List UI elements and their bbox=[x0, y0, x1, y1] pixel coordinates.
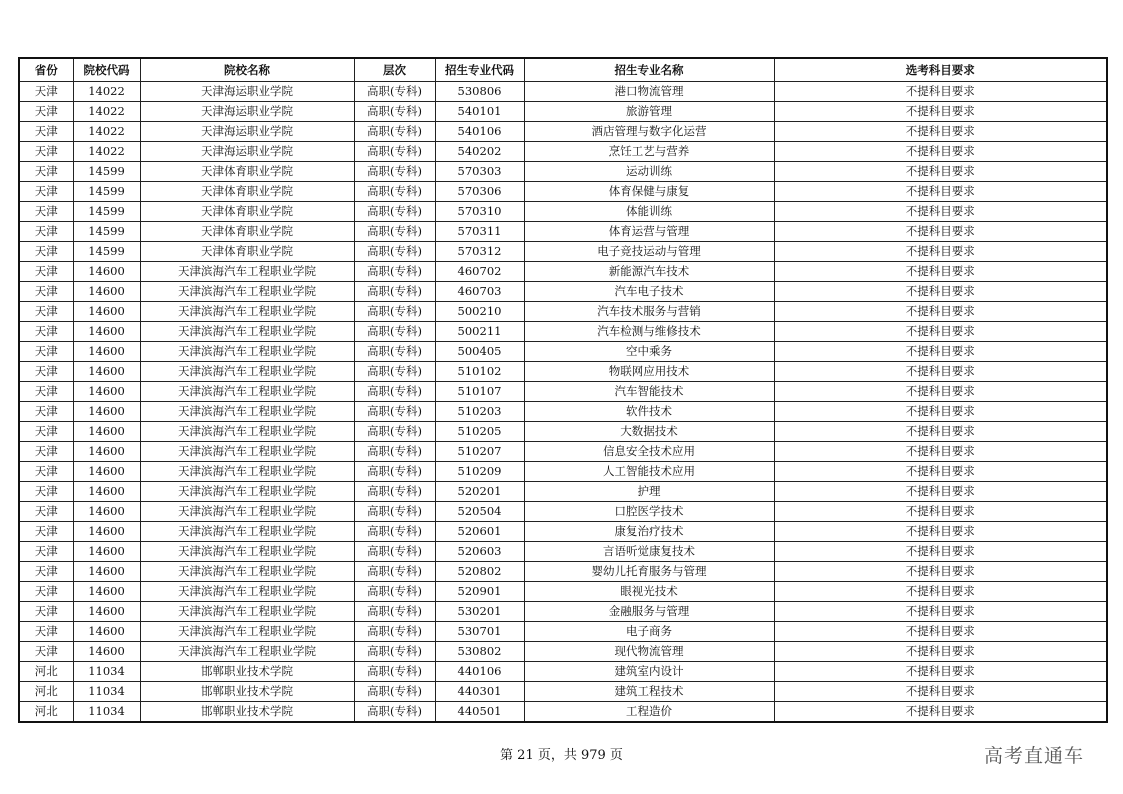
cell-province: 天津 bbox=[19, 402, 73, 422]
cell-province: 天津 bbox=[19, 622, 73, 642]
cell-school-code: 14600 bbox=[73, 582, 140, 602]
table-row bbox=[19, 602, 1107, 622]
cell-level: 高职(专科) bbox=[354, 682, 435, 702]
cell-province: 天津 bbox=[19, 242, 73, 262]
cell-level: 高职(专科) bbox=[354, 502, 435, 522]
cell-level: 高职(专科) bbox=[354, 142, 435, 162]
cell-province: 天津 bbox=[19, 182, 73, 202]
cell-major-name: 汽车电子技术 bbox=[524, 282, 774, 302]
cell-level: 高职(专科) bbox=[354, 222, 435, 242]
cell-subject-requirement: 不提科目要求 bbox=[774, 622, 1107, 642]
cell-province: 天津 bbox=[19, 442, 73, 462]
table-row bbox=[19, 142, 1107, 162]
cell-school-code: 14599 bbox=[73, 242, 140, 262]
cell-province: 天津 bbox=[19, 542, 73, 562]
cell-major-name: 言语听觉康复技术 bbox=[524, 542, 774, 562]
cell-level: 高职(专科) bbox=[354, 182, 435, 202]
cell-school-code: 14600 bbox=[73, 622, 140, 642]
cell-province: 天津 bbox=[19, 222, 73, 242]
cell-major-code: 530201 bbox=[435, 602, 524, 622]
table-row bbox=[19, 102, 1107, 122]
cell-level: 高职(专科) bbox=[354, 82, 435, 102]
cell-level: 高职(专科) bbox=[354, 402, 435, 422]
header-school-name: 院校名称 bbox=[140, 58, 354, 82]
cell-school-code: 14600 bbox=[73, 342, 140, 362]
table-row bbox=[19, 202, 1107, 222]
cell-school-code: 14600 bbox=[73, 482, 140, 502]
cell-school-code: 11034 bbox=[73, 662, 140, 682]
cell-major-name: 电子竞技运动与管理 bbox=[524, 242, 774, 262]
cell-school-name: 天津体育职业学院 bbox=[140, 242, 354, 262]
cell-province: 天津 bbox=[19, 202, 73, 222]
cell-subject-requirement: 不提科目要求 bbox=[774, 122, 1107, 142]
cell-major-code: 530806 bbox=[435, 82, 524, 102]
table-row bbox=[19, 302, 1107, 322]
cell-major-name: 体能训练 bbox=[524, 202, 774, 222]
cell-major-name: 信息安全技术应用 bbox=[524, 442, 774, 462]
cell-province: 河北 bbox=[19, 662, 73, 682]
cell-province: 天津 bbox=[19, 322, 73, 342]
cell-school-name: 天津滨海汽车工程职业学院 bbox=[140, 422, 354, 442]
table-row bbox=[19, 122, 1107, 142]
cell-level: 高职(专科) bbox=[354, 322, 435, 342]
cell-school-name: 天津体育职业学院 bbox=[140, 182, 354, 202]
cell-province: 天津 bbox=[19, 602, 73, 622]
cell-school-code: 14600 bbox=[73, 362, 140, 382]
cell-level: 高职(专科) bbox=[354, 282, 435, 302]
cell-major-name: 物联网应用技术 bbox=[524, 362, 774, 382]
cell-school-name: 邯郸职业技术学院 bbox=[140, 662, 354, 682]
cell-major-code: 460703 bbox=[435, 282, 524, 302]
table-row bbox=[19, 622, 1107, 642]
cell-major-code: 460702 bbox=[435, 262, 524, 282]
cell-subject-requirement: 不提科目要求 bbox=[774, 662, 1107, 682]
cell-major-name: 新能源汽车技术 bbox=[524, 262, 774, 282]
cell-school-name: 天津海运职业学院 bbox=[140, 102, 354, 122]
cell-major-name: 婴幼儿托育服务与管理 bbox=[524, 562, 774, 582]
cell-level: 高职(专科) bbox=[354, 382, 435, 402]
cell-subject-requirement: 不提科目要求 bbox=[774, 522, 1107, 542]
cell-province: 天津 bbox=[19, 282, 73, 302]
cell-school-code: 14600 bbox=[73, 462, 140, 482]
cell-major-code: 510203 bbox=[435, 402, 524, 422]
cell-major-name: 工程造价 bbox=[524, 702, 774, 723]
cell-major-code: 530701 bbox=[435, 622, 524, 642]
cell-major-name: 大数据技术 bbox=[524, 422, 774, 442]
cell-level: 高职(专科) bbox=[354, 302, 435, 322]
table-row bbox=[19, 82, 1107, 102]
header-major-name: 招生专业名称 bbox=[524, 58, 774, 82]
cell-school-name: 天津滨海汽车工程职业学院 bbox=[140, 542, 354, 562]
cell-province: 天津 bbox=[19, 462, 73, 482]
cell-subject-requirement: 不提科目要求 bbox=[774, 602, 1107, 622]
cell-level: 高职(专科) bbox=[354, 582, 435, 602]
cell-level: 高职(专科) bbox=[354, 262, 435, 282]
table-row bbox=[19, 502, 1107, 522]
cell-province: 天津 bbox=[19, 502, 73, 522]
cell-school-code: 14600 bbox=[73, 302, 140, 322]
cell-major-code: 440301 bbox=[435, 682, 524, 702]
cell-subject-requirement: 不提科目要求 bbox=[774, 242, 1107, 262]
cell-level: 高职(专科) bbox=[354, 602, 435, 622]
cell-subject-requirement: 不提科目要求 bbox=[774, 422, 1107, 442]
cell-subject-requirement: 不提科目要求 bbox=[774, 222, 1107, 242]
cell-school-code: 14600 bbox=[73, 282, 140, 302]
cell-level: 高职(专科) bbox=[354, 362, 435, 382]
cell-major-code: 570311 bbox=[435, 222, 524, 242]
cell-province: 天津 bbox=[19, 562, 73, 582]
cell-level: 高职(专科) bbox=[354, 342, 435, 362]
admission-table-container bbox=[18, 57, 1106, 723]
cell-school-name: 邯郸职业技术学院 bbox=[140, 682, 354, 702]
cell-major-name: 体育运营与管理 bbox=[524, 222, 774, 242]
table-row bbox=[19, 262, 1107, 282]
cell-subject-requirement: 不提科目要求 bbox=[774, 502, 1107, 522]
table-row bbox=[19, 242, 1107, 262]
cell-subject-requirement: 不提科目要求 bbox=[774, 322, 1107, 342]
table-body bbox=[19, 82, 1107, 723]
cell-school-code: 14600 bbox=[73, 322, 140, 342]
cell-major-name: 建筑工程技术 bbox=[524, 682, 774, 702]
table-row bbox=[19, 582, 1107, 602]
table-row bbox=[19, 482, 1107, 502]
cell-major-name: 电子商务 bbox=[524, 622, 774, 642]
cell-major-name: 汽车智能技术 bbox=[524, 382, 774, 402]
cell-level: 高职(专科) bbox=[354, 702, 435, 723]
table-row bbox=[19, 362, 1107, 382]
cell-school-code: 14599 bbox=[73, 202, 140, 222]
cell-major-code: 440501 bbox=[435, 702, 524, 723]
cell-school-name: 邯郸职业技术学院 bbox=[140, 702, 354, 723]
cell-level: 高职(专科) bbox=[354, 202, 435, 222]
cell-school-code: 14599 bbox=[73, 222, 140, 242]
cell-province: 天津 bbox=[19, 362, 73, 382]
cell-school-name: 天津滨海汽车工程职业学院 bbox=[140, 602, 354, 622]
cell-subject-requirement: 不提科目要求 bbox=[774, 582, 1107, 602]
cell-level: 高职(专科) bbox=[354, 522, 435, 542]
cell-school-name: 天津海运职业学院 bbox=[140, 122, 354, 142]
cell-major-code: 540106 bbox=[435, 122, 524, 142]
cell-level: 高职(专科) bbox=[354, 422, 435, 442]
cell-school-name: 天津滨海汽车工程职业学院 bbox=[140, 642, 354, 662]
cell-school-name: 天津体育职业学院 bbox=[140, 202, 354, 222]
cell-subject-requirement: 不提科目要求 bbox=[774, 162, 1107, 182]
table-row bbox=[19, 662, 1107, 682]
cell-major-code: 520504 bbox=[435, 502, 524, 522]
cell-school-name: 天津滨海汽车工程职业学院 bbox=[140, 502, 354, 522]
cell-level: 高职(专科) bbox=[354, 542, 435, 562]
cell-major-code: 530802 bbox=[435, 642, 524, 662]
cell-major-name: 空中乘务 bbox=[524, 342, 774, 362]
table-row bbox=[19, 522, 1107, 542]
cell-level: 高职(专科) bbox=[354, 242, 435, 262]
cell-level: 高职(专科) bbox=[354, 622, 435, 642]
table-row bbox=[19, 382, 1107, 402]
cell-major-name: 烹饪工艺与营养 bbox=[524, 142, 774, 162]
cell-subject-requirement: 不提科目要求 bbox=[774, 202, 1107, 222]
table-row bbox=[19, 422, 1107, 442]
cell-province: 天津 bbox=[19, 422, 73, 442]
cell-major-code: 500210 bbox=[435, 302, 524, 322]
cell-province: 天津 bbox=[19, 142, 73, 162]
table-row bbox=[19, 282, 1107, 302]
table-row bbox=[19, 542, 1107, 562]
table-row bbox=[19, 342, 1107, 362]
cell-province: 天津 bbox=[19, 482, 73, 502]
cell-school-name: 天津滨海汽车工程职业学院 bbox=[140, 582, 354, 602]
cell-province: 天津 bbox=[19, 262, 73, 282]
cell-subject-requirement: 不提科目要求 bbox=[774, 702, 1107, 723]
cell-major-code: 520901 bbox=[435, 582, 524, 602]
cell-major-name: 软件技术 bbox=[524, 402, 774, 422]
cell-school-name: 天津海运职业学院 bbox=[140, 82, 354, 102]
cell-major-name: 体育保健与康复 bbox=[524, 182, 774, 202]
cell-school-name: 天津滨海汽车工程职业学院 bbox=[140, 622, 354, 642]
table-row bbox=[19, 562, 1107, 582]
cell-school-code: 14022 bbox=[73, 122, 140, 142]
cell-school-code: 14600 bbox=[73, 642, 140, 662]
cell-major-code: 510107 bbox=[435, 382, 524, 402]
admission-table bbox=[18, 57, 1108, 723]
cell-province: 天津 bbox=[19, 82, 73, 102]
cell-province: 河北 bbox=[19, 702, 73, 723]
cell-major-code: 570312 bbox=[435, 242, 524, 262]
cell-school-code: 11034 bbox=[73, 682, 140, 702]
cell-subject-requirement: 不提科目要求 bbox=[774, 682, 1107, 702]
cell-school-code: 14599 bbox=[73, 182, 140, 202]
cell-province: 天津 bbox=[19, 302, 73, 322]
cell-subject-requirement: 不提科目要求 bbox=[774, 342, 1107, 362]
cell-school-name: 天津滨海汽车工程职业学院 bbox=[140, 302, 354, 322]
cell-major-name: 金融服务与管理 bbox=[524, 602, 774, 622]
cell-school-code: 14600 bbox=[73, 542, 140, 562]
table-header-row bbox=[19, 58, 1107, 82]
cell-school-code: 14600 bbox=[73, 262, 140, 282]
cell-school-name: 天津滨海汽车工程职业学院 bbox=[140, 482, 354, 502]
table-row bbox=[19, 702, 1107, 723]
cell-major-code: 540202 bbox=[435, 142, 524, 162]
cell-school-code: 14600 bbox=[73, 562, 140, 582]
cell-major-code: 520802 bbox=[435, 562, 524, 582]
cell-major-name: 运动训练 bbox=[524, 162, 774, 182]
cell-province: 天津 bbox=[19, 122, 73, 142]
table-row bbox=[19, 402, 1107, 422]
cell-subject-requirement: 不提科目要求 bbox=[774, 642, 1107, 662]
cell-subject-requirement: 不提科目要求 bbox=[774, 182, 1107, 202]
cell-major-name: 眼视光技术 bbox=[524, 582, 774, 602]
cell-province: 天津 bbox=[19, 582, 73, 602]
cell-level: 高职(专科) bbox=[354, 462, 435, 482]
cell-major-name: 口腔医学技术 bbox=[524, 502, 774, 522]
cell-level: 高职(专科) bbox=[354, 662, 435, 682]
table-row bbox=[19, 162, 1107, 182]
cell-province: 天津 bbox=[19, 642, 73, 662]
cell-school-code: 14600 bbox=[73, 502, 140, 522]
cell-school-code: 14022 bbox=[73, 102, 140, 122]
cell-subject-requirement: 不提科目要求 bbox=[774, 82, 1107, 102]
cell-major-code: 570310 bbox=[435, 202, 524, 222]
cell-major-name: 现代物流管理 bbox=[524, 642, 774, 662]
cell-major-code: 570306 bbox=[435, 182, 524, 202]
cell-level: 高职(专科) bbox=[354, 102, 435, 122]
cell-school-name: 天津体育职业学院 bbox=[140, 222, 354, 242]
cell-province: 天津 bbox=[19, 102, 73, 122]
cell-major-code: 520201 bbox=[435, 482, 524, 502]
cell-school-name: 天津滨海汽车工程职业学院 bbox=[140, 402, 354, 422]
cell-major-code: 500211 bbox=[435, 322, 524, 342]
cell-level: 高职(专科) bbox=[354, 642, 435, 662]
cell-level: 高职(专科) bbox=[354, 482, 435, 502]
cell-school-code: 14600 bbox=[73, 422, 140, 442]
cell-major-code: 520603 bbox=[435, 542, 524, 562]
cell-level: 高职(专科) bbox=[354, 562, 435, 582]
cell-subject-requirement: 不提科目要求 bbox=[774, 562, 1107, 582]
watermark: 高考直通车 bbox=[984, 745, 1085, 767]
cell-school-name: 天津滨海汽车工程职业学院 bbox=[140, 522, 354, 542]
cell-major-name: 酒店管理与数字化运营 bbox=[524, 122, 774, 142]
cell-school-code: 14600 bbox=[73, 402, 140, 422]
header-major-code: 招生专业代码 bbox=[435, 58, 524, 82]
cell-subject-requirement: 不提科目要求 bbox=[774, 102, 1107, 122]
cell-subject-requirement: 不提科目要求 bbox=[774, 542, 1107, 562]
cell-school-code: 14600 bbox=[73, 382, 140, 402]
cell-province: 天津 bbox=[19, 342, 73, 362]
cell-major-code: 520601 bbox=[435, 522, 524, 542]
cell-school-code: 11034 bbox=[73, 702, 140, 723]
cell-school-code: 14600 bbox=[73, 602, 140, 622]
header-level: 层次 bbox=[354, 58, 435, 82]
cell-subject-requirement: 不提科目要求 bbox=[774, 362, 1107, 382]
cell-school-name: 天津滨海汽车工程职业学院 bbox=[140, 382, 354, 402]
cell-level: 高职(专科) bbox=[354, 162, 435, 182]
cell-school-name: 天津滨海汽车工程职业学院 bbox=[140, 562, 354, 582]
cell-school-name: 天津滨海汽车工程职业学院 bbox=[140, 342, 354, 362]
cell-major-name: 建筑室内设计 bbox=[524, 662, 774, 682]
cell-major-name: 汽车技术服务与营销 bbox=[524, 302, 774, 322]
cell-school-name: 天津体育职业学院 bbox=[140, 162, 354, 182]
cell-subject-requirement: 不提科目要求 bbox=[774, 142, 1107, 162]
cell-major-name: 康复治疗技术 bbox=[524, 522, 774, 542]
page-number: 第 21 页，共 979 页 bbox=[500, 748, 623, 763]
cell-subject-requirement: 不提科目要求 bbox=[774, 302, 1107, 322]
cell-major-code: 500405 bbox=[435, 342, 524, 362]
header-subject-requirement: 选考科目要求 bbox=[774, 58, 1107, 82]
cell-level: 高职(专科) bbox=[354, 122, 435, 142]
cell-school-code: 14600 bbox=[73, 522, 140, 542]
cell-province: 河北 bbox=[19, 682, 73, 702]
table-row bbox=[19, 182, 1107, 202]
cell-major-name: 汽车检测与维修技术 bbox=[524, 322, 774, 342]
cell-major-code: 540101 bbox=[435, 102, 524, 122]
cell-province: 天津 bbox=[19, 382, 73, 402]
cell-school-name: 天津滨海汽车工程职业学院 bbox=[140, 362, 354, 382]
cell-school-code: 14022 bbox=[73, 142, 140, 162]
cell-major-code: 510205 bbox=[435, 422, 524, 442]
cell-school-name: 天津滨海汽车工程职业学院 bbox=[140, 282, 354, 302]
header-school-code: 院校代码 bbox=[73, 58, 140, 82]
cell-major-name: 港口物流管理 bbox=[524, 82, 774, 102]
cell-subject-requirement: 不提科目要求 bbox=[774, 482, 1107, 502]
cell-level: 高职(专科) bbox=[354, 442, 435, 462]
cell-major-name: 人工智能技术应用 bbox=[524, 462, 774, 482]
header-province: 省份 bbox=[19, 58, 73, 82]
table-row bbox=[19, 222, 1107, 242]
table-row bbox=[19, 682, 1107, 702]
cell-major-code: 510207 bbox=[435, 442, 524, 462]
cell-school-name: 天津滨海汽车工程职业学院 bbox=[140, 322, 354, 342]
cell-major-code: 510209 bbox=[435, 462, 524, 482]
cell-province: 天津 bbox=[19, 522, 73, 542]
cell-subject-requirement: 不提科目要求 bbox=[774, 462, 1107, 482]
cell-province: 天津 bbox=[19, 162, 73, 182]
cell-school-code: 14600 bbox=[73, 442, 140, 462]
cell-subject-requirement: 不提科目要求 bbox=[774, 282, 1107, 302]
cell-school-name: 天津滨海汽车工程职业学院 bbox=[140, 262, 354, 282]
cell-major-name: 护理 bbox=[524, 482, 774, 502]
table-row bbox=[19, 442, 1107, 462]
cell-school-name: 天津海运职业学院 bbox=[140, 142, 354, 162]
cell-major-code: 440106 bbox=[435, 662, 524, 682]
cell-subject-requirement: 不提科目要求 bbox=[774, 382, 1107, 402]
cell-major-name: 旅游管理 bbox=[524, 102, 774, 122]
cell-major-code: 510102 bbox=[435, 362, 524, 382]
cell-school-name: 天津滨海汽车工程职业学院 bbox=[140, 462, 354, 482]
table-row bbox=[19, 642, 1107, 662]
cell-subject-requirement: 不提科目要求 bbox=[774, 442, 1107, 462]
table-row bbox=[19, 462, 1107, 482]
cell-school-code: 14022 bbox=[73, 82, 140, 102]
table-row bbox=[19, 322, 1107, 342]
cell-major-code: 570303 bbox=[435, 162, 524, 182]
cell-subject-requirement: 不提科目要求 bbox=[774, 262, 1107, 282]
cell-school-code: 14599 bbox=[73, 162, 140, 182]
cell-subject-requirement: 不提科目要求 bbox=[774, 402, 1107, 422]
cell-school-name: 天津滨海汽车工程职业学院 bbox=[140, 442, 354, 462]
